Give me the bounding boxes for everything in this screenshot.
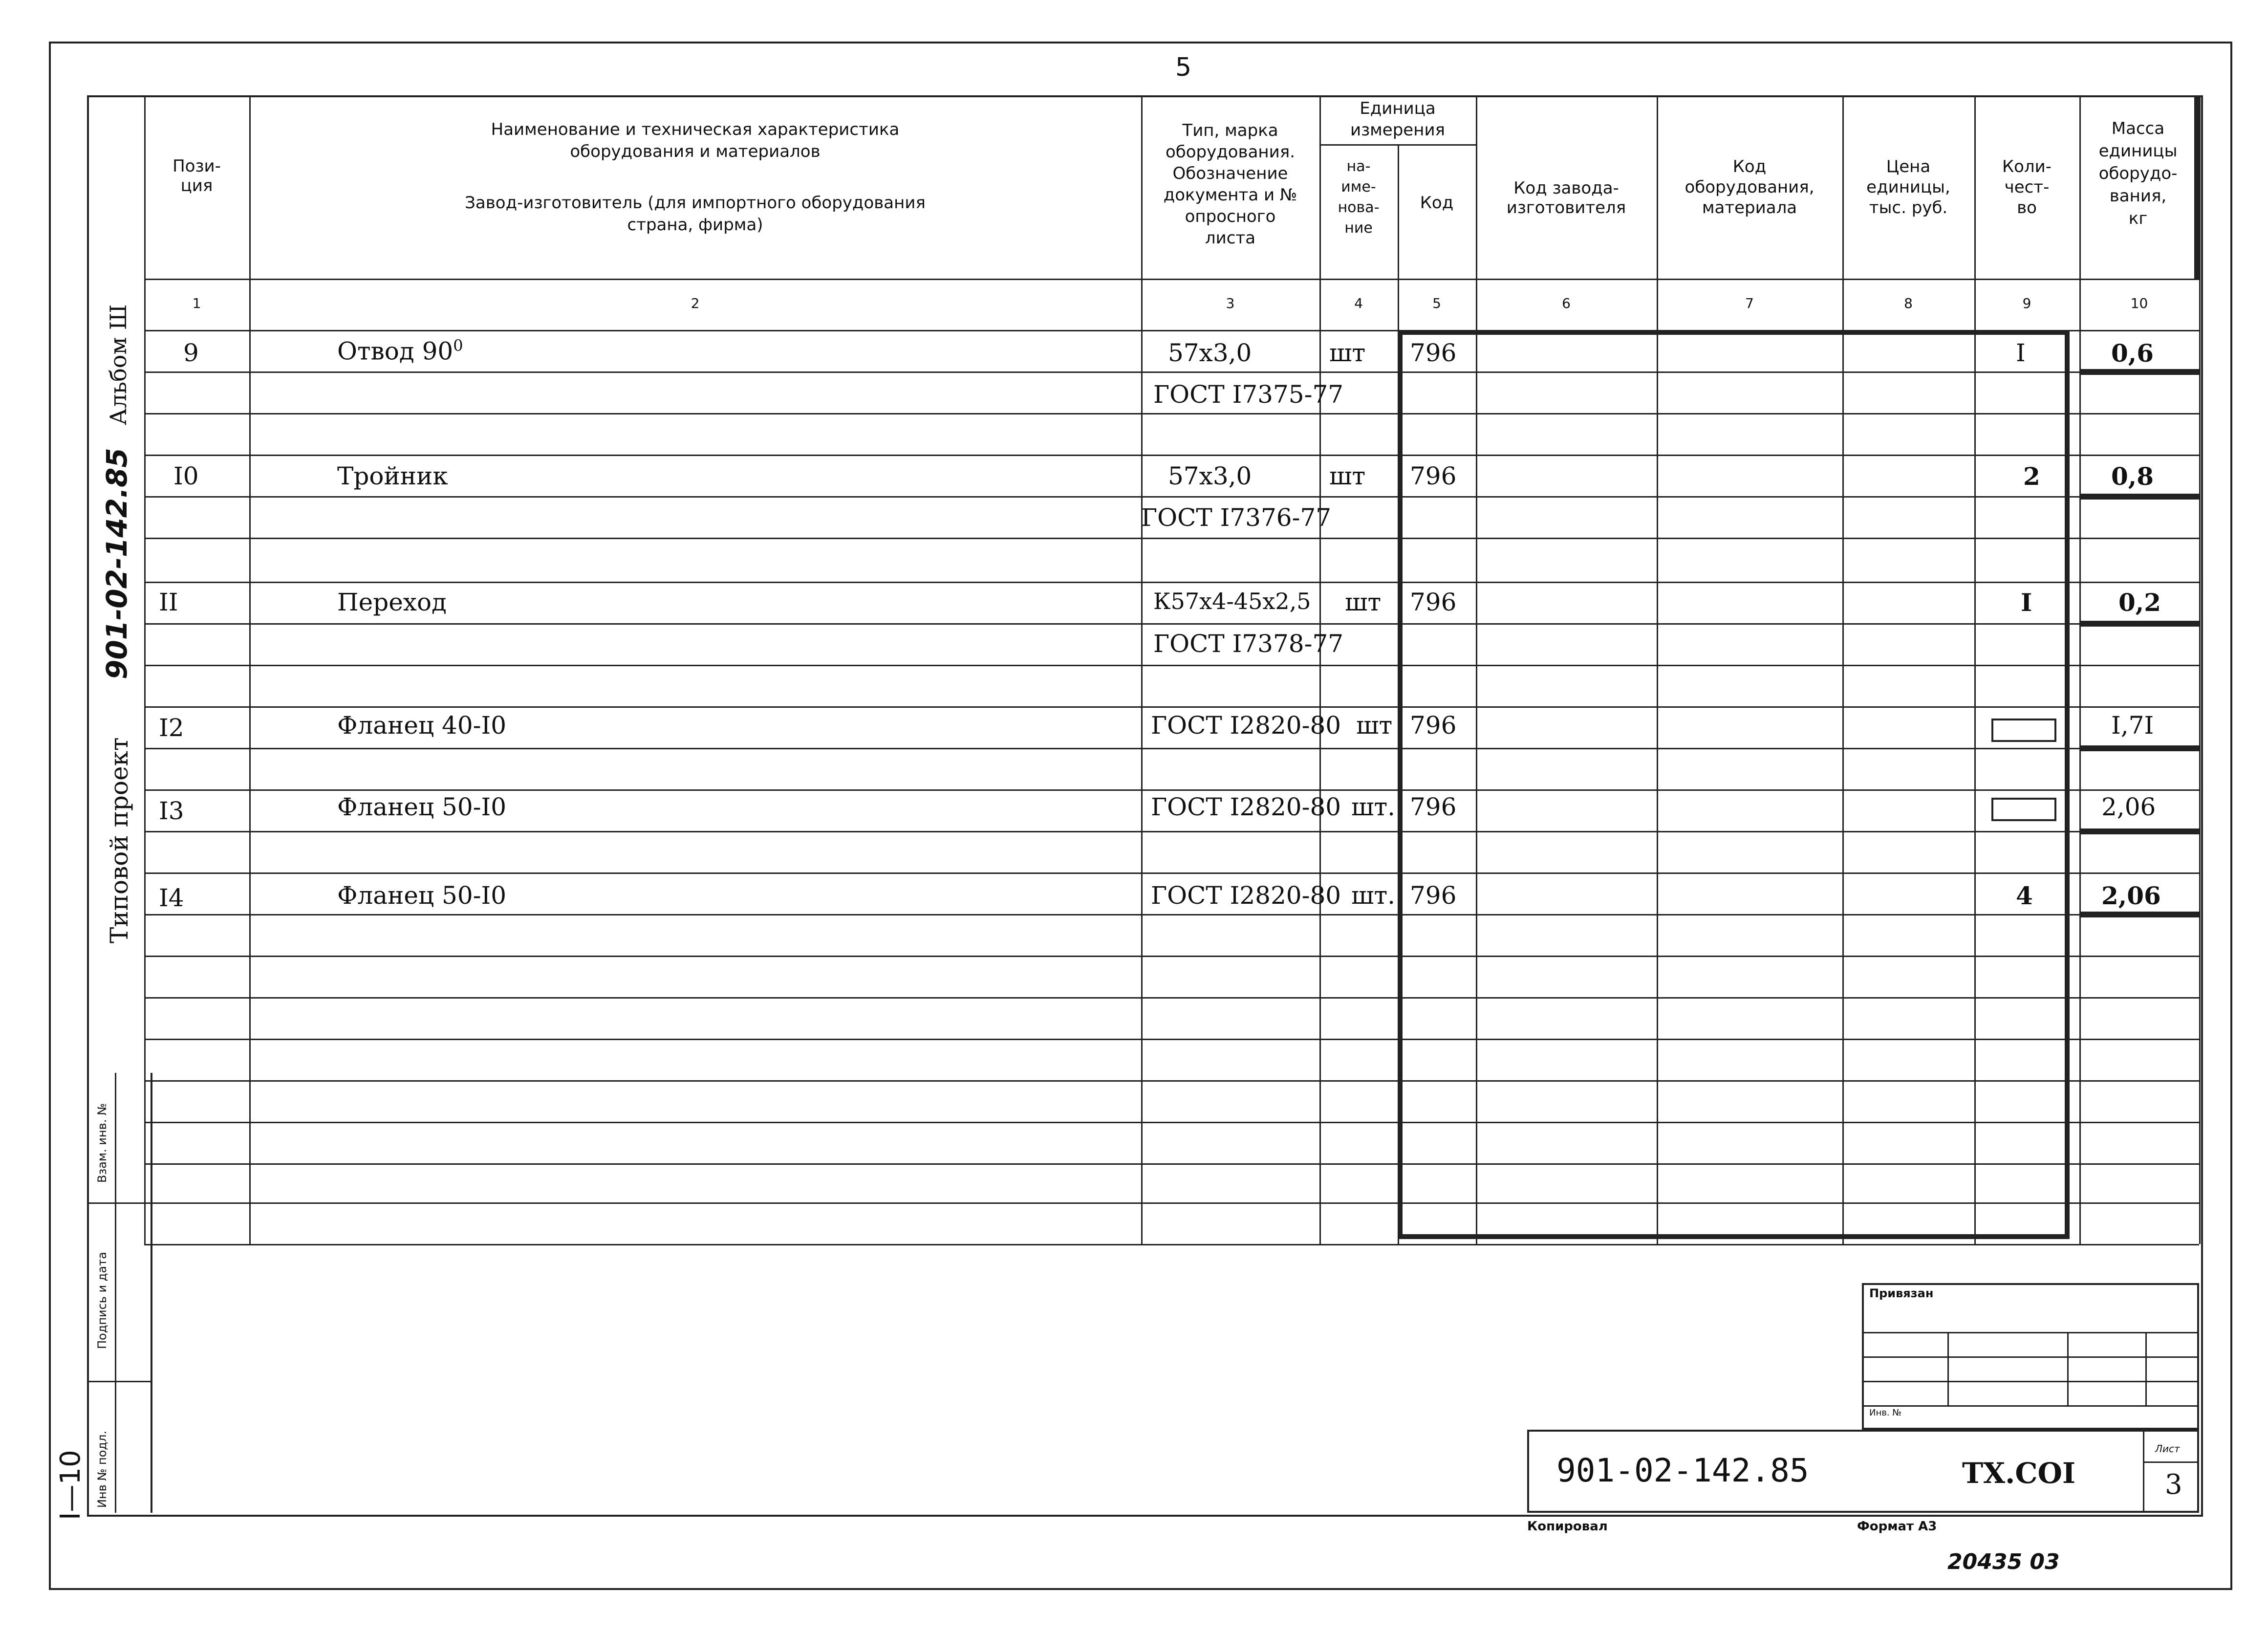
colnum-8: 8 [1904,295,1913,311]
row-name: Фланец 40-I0 [337,711,507,740]
row-type: 57x3,0 [1168,462,1252,490]
row-code: 796 [1410,711,1457,740]
header-position: Пози- ция [173,156,221,196]
colnum-6: 6 [1562,295,1571,311]
row-qty: 2 [2023,462,2040,491]
row-type: ГОСТ I2820-80 [1151,793,1341,821]
row-unit: шт [1329,339,1366,367]
row-unit: шт. [1351,881,1396,910]
stamp-vzam: Взам. инв. № [95,1103,109,1183]
row-type: ГОСТ I2820-80 [1151,881,1341,910]
colnum-9: 9 [2022,295,2031,311]
doc-code: 901-02-142.85 [1556,1452,1809,1489]
stamp-inv-podl: Инв № подл. [95,1431,109,1508]
header-name-line1: Наименование и техническая характеристика [491,120,900,139]
row-pos: 9 [183,339,199,367]
header-quantity: Коли- чест- во [2002,157,2052,218]
row-type: К57x4-45x2,5 [1153,588,1311,614]
colnum-2: 2 [691,295,700,311]
project-type-label: Типовой проект [105,737,133,943]
row-name: Переход [337,588,447,616]
archive-number: 20435 03 [1947,1549,2060,1574]
stamp-podpis: Подпись и дата [95,1252,109,1349]
colnum-3: 3 [1226,295,1235,311]
colnum-1: 1 [192,295,201,311]
privyazan-label: Привязан [1869,1286,1934,1300]
row-type2: ГОСТ I7376-77 [1141,503,1332,532]
row-unit: шт [1356,711,1393,740]
header-price: Цена единицы, тыс. руб. [1866,157,1950,218]
row-name: Фланец 50-I0 [337,881,507,910]
row-mass: 0,8 [2111,462,2154,491]
list-number: 3 [2165,1469,2182,1501]
qty-placeholder-box [1991,719,2056,742]
row-name: Фланец 50-I0 [337,793,507,821]
row-pos: I0 [173,462,199,490]
row-mass: 2,06 [2101,881,2161,910]
header-unit-code: Код [1420,193,1454,213]
header-factory-code: Код завода- изготовителя [1506,178,1626,218]
row-qty: I [2021,588,2032,617]
row-pos: I3 [159,797,184,825]
header-equipment-code: Код оборудования, материала [1685,157,1814,218]
qty-placeholder-box [1991,798,2056,821]
row-code: 796 [1410,881,1457,910]
row-pos: II [159,588,178,616]
page-number: 5 [1175,53,1192,82]
row-mass: 0,2 [2118,588,2161,617]
row-qty: I [2016,339,2026,367]
row-code: 796 [1410,339,1457,367]
list-label: Лист [2155,1443,2180,1455]
kopiroval-label: Копировал [1527,1519,1608,1534]
filled-block-border [1398,330,2070,1239]
row-pos: I2 [159,714,184,742]
colnum-7: 7 [1745,295,1754,311]
header-name-line4: страна, фирма) [627,215,763,235]
row-name: Тройник [337,462,448,490]
header-unit-group: Единица измерения [1350,99,1446,140]
header-unit-name: на- име- нова- ние [1338,158,1380,237]
header-type: Тип, марка оборудования. Обозначение документа и № опросного листа [1163,121,1297,248]
row-type2: ГОСТ I7375-77 [1153,380,1344,409]
header-mass: Масса единицы оборудо- вания, кг [2098,119,2178,228]
format-label: Формат А3 [1857,1519,1937,1534]
row-code: 796 [1410,462,1457,490]
row-qty: 4 [2016,881,2033,910]
album-label: Альбом Ш [105,304,131,425]
row-pos: I4 [159,884,184,912]
row-name: Отвод $90^0$ [337,336,463,366]
colnum-5: 5 [1432,295,1441,311]
sheet-code: ТХ.СОI [1962,1457,2076,1490]
row-unit: шт [1345,588,1382,616]
row-mass: 0,6 [2111,339,2154,368]
colnum-10: 10 [2130,295,2148,311]
row-unit: шт. [1351,793,1396,821]
inv-no-label: Инв. № [1869,1408,1902,1418]
row-mass: 2,06 [2101,793,2156,821]
row-code: 796 [1410,588,1457,616]
sheet-ref-side: I—10 [55,1450,86,1520]
header-name-line3: Завод-изготовитель (для импортного оборудования [465,193,926,213]
row-type: 57x3,0 [1168,339,1252,367]
row-type2: ГОСТ I7378-77 [1153,630,1344,658]
row-unit: шт [1329,462,1366,490]
project-code-side: 901-02-142.85 [100,448,133,679]
row-mass: I,7I [2111,711,2154,740]
row-code: 796 [1410,793,1457,821]
header-name-line2: оборудования и материалов [570,142,821,161]
row-type: ГОСТ I2820-80 [1151,711,1341,740]
colnum-4: 4 [1354,295,1363,311]
